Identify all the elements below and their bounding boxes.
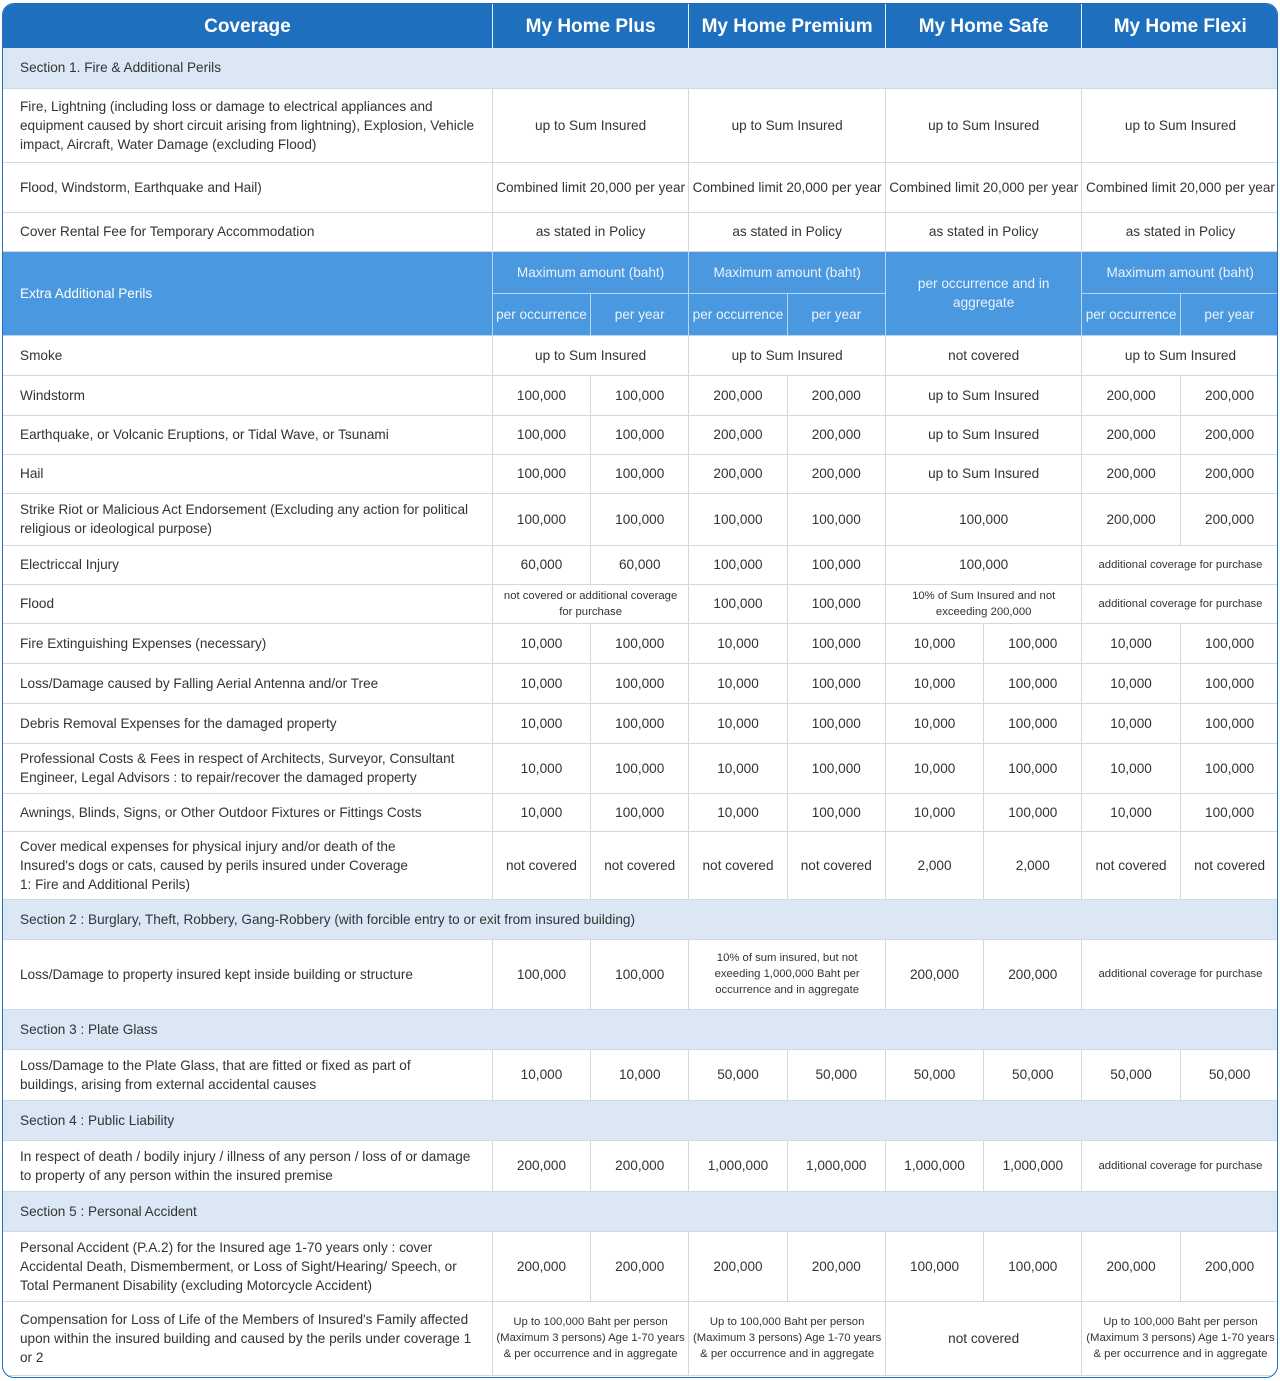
row-label: Hail [3, 454, 492, 493]
row-label: Cover medical expenses for physical injury and/or death of the Insured's dogs or cats, caused by perils insured under Coverage 1: Fire and Additional Perils) [3, 831, 492, 899]
cell: 100,000 [492, 375, 590, 415]
cell: 100,000 [591, 793, 689, 831]
cell: 1,000,000 [689, 1140, 787, 1191]
cell: Up to 100,000 Baht per person (Maximum 3 persons) Age 1-70 years & per occurrence and in aggregate [1082, 1301, 1278, 1375]
cell: 10,000 [689, 703, 787, 743]
table-row [3, 743, 1278, 793]
cell: 10,000 [492, 663, 590, 703]
table-row [3, 493, 1278, 545]
section-header [3, 1191, 1278, 1231]
cell: 100,000 [787, 743, 885, 793]
cell: up to Sum Insured [885, 375, 1082, 415]
cell: Combined limit 20,000 per year [689, 162, 886, 212]
cell: 100,000 [787, 493, 885, 545]
cell: 200,000 [591, 1140, 689, 1191]
cell: 200,000 [591, 1231, 689, 1301]
cell: 50,000 [984, 1049, 1082, 1100]
row-label: Loss/Damage to the Plate Glass, that are fitted or fixed as part of buildings, arising from external accidental causes [3, 1049, 492, 1100]
cell: 100,000 [591, 415, 689, 454]
section-title: Section 5 : Personal Accident [3, 1191, 1278, 1231]
per-year-label: per year [591, 293, 689, 335]
cell: 100,000 [591, 493, 689, 545]
max-amount-label: Maximum amount (baht) [689, 251, 886, 293]
cell: 10,000 [492, 623, 590, 663]
row-label: Strike Riot or Malicious Act Endorsement (Excluding any action for political religious or ideological purpose) [3, 493, 492, 545]
cell: 50,000 [885, 1049, 983, 1100]
row-label: Electriccal Injury [3, 545, 492, 584]
row-label: In respect of death / bodily injury / illness of any person / loss of or damage to property of any person within the insured premise [3, 1140, 492, 1191]
cell: up to Sum Insured [689, 335, 886, 375]
plan-header-flexi: My Home Flexi [1082, 4, 1278, 48]
coverage-table [3, 4, 1278, 1376]
per-occurrence-label: per occurrence [492, 293, 590, 335]
cell: 200,000 [787, 415, 885, 454]
table-row [3, 623, 1278, 663]
cell: up to Sum Insured [885, 454, 1082, 493]
cell: 10,000 [885, 663, 983, 703]
table-row [3, 375, 1278, 415]
cell: additional coverage for purchase [1082, 545, 1278, 584]
table-row [3, 939, 1278, 1009]
table-row [3, 793, 1278, 831]
cell: as stated in Policy [1082, 212, 1278, 251]
row-label: Loss/Damage caused by Falling Aerial Antenna and/or Tree [3, 663, 492, 703]
plan-header-premium: My Home Premium [689, 4, 886, 48]
cell: not covered [885, 1301, 1082, 1375]
cell: 100,000 [787, 663, 885, 703]
cell: 200,000 [689, 1231, 787, 1301]
cell: as stated in Policy [885, 212, 1082, 251]
cell: 100,000 [492, 493, 590, 545]
cell: Combined limit 20,000 per year [492, 162, 689, 212]
cell: 100,000 [984, 743, 1082, 793]
cell: 100,000 [1180, 623, 1278, 663]
cell: as stated in Policy [689, 212, 886, 251]
cell: 50,000 [1082, 1049, 1180, 1100]
cell: not covered [689, 831, 787, 899]
per-occurrence-label: per occurrence [1082, 293, 1180, 335]
cell: 100,000 [984, 663, 1082, 703]
cell: 100,000 [492, 939, 590, 1009]
cell: 10,000 [885, 743, 983, 793]
table-row [3, 703, 1278, 743]
cell: 200,000 [984, 939, 1082, 1009]
cell: as stated in Policy [492, 212, 689, 251]
cell: 50,000 [1180, 1049, 1278, 1100]
cell: up to Sum Insured [689, 88, 886, 162]
aggregate-label: per occurrence and in aggregate [885, 251, 1082, 335]
cell: 100,000 [984, 623, 1082, 663]
row-label: Cover Rental Fee for Temporary Accommodation [3, 212, 492, 251]
cell: 10,000 [591, 1049, 689, 1100]
cell: 200,000 [689, 454, 787, 493]
cell: Up to 100,000 Baht per person (Maximum 3 persons) Age 1-70 years & per occurrence and in aggregate [689, 1301, 886, 1375]
cell: 200,000 [1082, 1231, 1180, 1301]
cell: 10,000 [1082, 623, 1180, 663]
cell: 10,000 [885, 793, 983, 831]
row-label: Earthquake, or Volcanic Eruptions, or Tidal Wave, or Tsunami [3, 415, 492, 454]
cell: 100,000 [787, 545, 885, 584]
cell: 100,000 [984, 1231, 1082, 1301]
cell: 100,000 [787, 793, 885, 831]
row-label: Fire Extinguishing Expenses (necessary) [3, 623, 492, 663]
cell: 200,000 [1180, 375, 1278, 415]
cell: 200,000 [1082, 375, 1180, 415]
cell: 2,000 [885, 831, 983, 899]
table-row [3, 212, 1278, 251]
cell: 10,000 [885, 703, 983, 743]
cell: 10,000 [689, 623, 787, 663]
table-row [3, 1140, 1278, 1191]
cell: 60,000 [591, 545, 689, 584]
cell: Up to 100,000 Baht per person (Maximum 3 persons) Age 1-70 years & per occurrence and in aggregate [492, 1301, 689, 1375]
cell: 100,000 [591, 939, 689, 1009]
cell: 10,000 [689, 793, 787, 831]
row-label: Windstorm [3, 375, 492, 415]
cell: 100,000 [787, 623, 885, 663]
row-label: Professional Costs & Fees in respect of Architects, Surveyor, Consultant Engineer, Legal Advisors : to repair/recover the damaged property [3, 743, 492, 793]
row-label: Flood [3, 584, 492, 623]
section-header [3, 48, 1278, 88]
row-label: Personal Accident (P.A.2) for the Insured age 1-70 years only : cover Accidental Death, Dismemberment, or Loss of Sight/Hearing/ Speech, or Total Permanent Disability (excluding Motorcycle Accident) [3, 1231, 492, 1301]
cell: 100,000 [787, 584, 885, 623]
cell: 100,000 [885, 545, 1082, 584]
section-title: Section 3 : Plate Glass [3, 1009, 1278, 1049]
cell: 10,000 [1082, 663, 1180, 703]
cell: additional coverage for purchase [1082, 1140, 1278, 1191]
cell: 100,000 [492, 415, 590, 454]
section-header [3, 1009, 1278, 1049]
cell: 2,000 [984, 831, 1082, 899]
table-row [3, 162, 1278, 212]
cell: 10,000 [1082, 793, 1180, 831]
cell: 10,000 [492, 793, 590, 831]
cell: not covered [885, 335, 1082, 375]
table-row [3, 1231, 1278, 1301]
table-row [3, 415, 1278, 454]
max-amount-label: Maximum amount (baht) [1082, 251, 1278, 293]
cell: 200,000 [787, 375, 885, 415]
cell: up to Sum Insured [885, 415, 1082, 454]
cell: 100,000 [1180, 793, 1278, 831]
table-row [3, 1049, 1278, 1100]
cell: 200,000 [1082, 493, 1180, 545]
cell: 10,000 [1082, 703, 1180, 743]
cell: not covered [787, 831, 885, 899]
max-amount-label: Maximum amount (baht) [492, 251, 689, 293]
cell: up to Sum Insured [1082, 88, 1278, 162]
cell: 100,000 [591, 623, 689, 663]
cell: 50,000 [689, 1049, 787, 1100]
cell: 100,000 [591, 454, 689, 493]
table-row [3, 1301, 1278, 1375]
cell: 100,000 [689, 584, 787, 623]
cell: 100,000 [689, 493, 787, 545]
cell: 100,000 [689, 545, 787, 584]
table-row [3, 88, 1278, 162]
cell: 100,000 [787, 703, 885, 743]
cell: 200,000 [1180, 493, 1278, 545]
cell: additional coverage for purchase [1082, 939, 1278, 1009]
cell: 50,000 [787, 1049, 885, 1100]
row-label: Fire, Lightning (including loss or damage to electrical appliances and equipment caused by short circuit arising from lightning), Explosion, Vehicle impact, Aircraft, Water Damage (excluding Flood) [3, 88, 492, 162]
cell: up to Sum Insured [492, 88, 689, 162]
row-label: Awnings, Blinds, Signs, or Other Outdoor Fixtures or Fittings Costs [3, 793, 492, 831]
cell: 200,000 [1082, 454, 1180, 493]
cell: 100,000 [1180, 703, 1278, 743]
cell: 10,000 [885, 623, 983, 663]
cell: up to Sum Insured [885, 88, 1082, 162]
cell: 1,000,000 [885, 1140, 983, 1191]
table-row [3, 584, 1278, 623]
cell: 10,000 [1082, 743, 1180, 793]
cell: 60,000 [492, 545, 590, 584]
table-row [3, 335, 1278, 375]
cell: 1,000,000 [984, 1140, 1082, 1191]
cell: 10,000 [689, 743, 787, 793]
cell: 100,000 [591, 375, 689, 415]
header-row [3, 4, 1278, 48]
section-header [3, 899, 1278, 939]
cell: not covered [1082, 831, 1180, 899]
cell: 200,000 [492, 1140, 590, 1191]
cell: 100,000 [1180, 743, 1278, 793]
cell: 200,000 [787, 454, 885, 493]
cell: up to Sum Insured [492, 335, 689, 375]
section-header [3, 1100, 1278, 1140]
cell: 100,000 [885, 493, 1082, 545]
cell: 200,000 [885, 939, 983, 1009]
table-row [3, 831, 1278, 899]
cell: 200,000 [689, 415, 787, 454]
cell: 100,000 [984, 793, 1082, 831]
cell: 10% of sum insured, but not exeeding 1,000,000 Baht per occurrence and in aggregate [689, 939, 886, 1009]
plan-header-safe: My Home Safe [885, 4, 1082, 48]
row-label: Debris Removal Expenses for the damaged property [3, 703, 492, 743]
cell: 100,000 [591, 743, 689, 793]
cell: 10,000 [492, 703, 590, 743]
cell: 10,000 [492, 743, 590, 793]
coverage-header: Coverage [3, 4, 492, 48]
cell: 200,000 [1082, 415, 1180, 454]
table-row [3, 545, 1278, 584]
cell: Combined limit 20,000 per year [1082, 162, 1278, 212]
cell: 200,000 [1180, 415, 1278, 454]
cell: not covered [492, 831, 590, 899]
cell: 100,000 [885, 1231, 983, 1301]
cell: 200,000 [1180, 1231, 1278, 1301]
cell: 1,000,000 [787, 1140, 885, 1191]
cell: not covered or additional coverage for purchase [492, 584, 689, 623]
row-label: Compensation for Loss of Life of the Members of Insured's Family affected upon within the insured building and caused by the perils under coverage 1 or 2 [3, 1301, 492, 1375]
cell: 100,000 [591, 703, 689, 743]
cell: 100,000 [591, 663, 689, 703]
cell: 10% of Sum Insured and not exceeding 200,000 [885, 584, 1082, 623]
cell: 200,000 [492, 1231, 590, 1301]
table-row [3, 663, 1278, 703]
cell: not covered [591, 831, 689, 899]
cell: not covered [1180, 831, 1278, 899]
cell: 200,000 [787, 1231, 885, 1301]
section-title: Section 2 : Burglary, Theft, Robbery, Gang-Robbery (with forcible entry to or exit from insured building) [3, 899, 1278, 939]
per-year-label: per year [1180, 293, 1278, 335]
section-title: Section 1. Fire & Additional Perils [3, 48, 1278, 88]
cell: 100,000 [1180, 663, 1278, 703]
cell: 200,000 [1180, 454, 1278, 493]
cell: 10,000 [689, 663, 787, 703]
extra-perils-title: Extra Additional Perils [3, 251, 492, 335]
per-year-label: per year [787, 293, 885, 335]
cell: 200,000 [689, 375, 787, 415]
cell: additional coverage for purchase [1082, 584, 1278, 623]
cell: 100,000 [492, 454, 590, 493]
row-label: Loss/Damage to property insured kept inside building or structure [3, 939, 492, 1009]
per-occurrence-label: per occurrence [689, 293, 787, 335]
cell: 10,000 [492, 1049, 590, 1100]
cell: 100,000 [984, 703, 1082, 743]
coverage-table-frame [2, 3, 1278, 1378]
table-row [3, 454, 1278, 493]
cell: Combined limit 20,000 per year [885, 162, 1082, 212]
row-label: Smoke [3, 335, 492, 375]
section-title: Section 4 : Public Liability [3, 1100, 1278, 1140]
plan-header-plus: My Home Plus [492, 4, 689, 48]
cell: up to Sum Insured [1082, 335, 1278, 375]
row-label: Flood, Windstorm, Earthquake and Hail) [3, 162, 492, 212]
subheader-row [3, 251, 1278, 293]
